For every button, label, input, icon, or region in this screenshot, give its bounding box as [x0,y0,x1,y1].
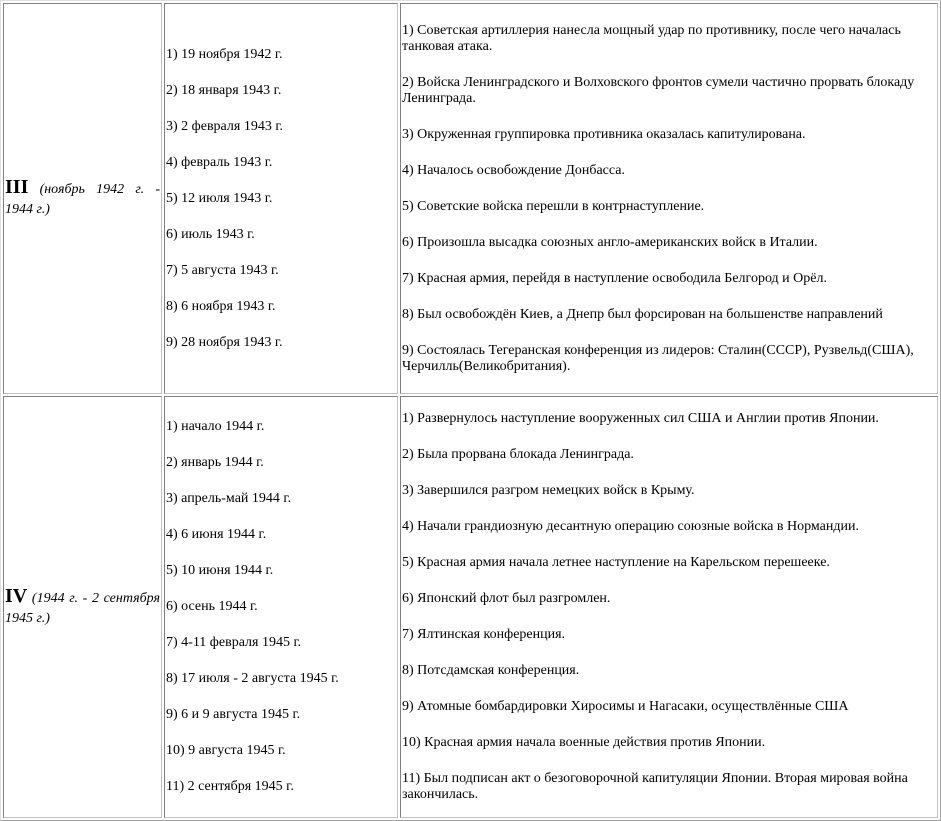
dates-cell [164,396,398,818]
event-item: 8) Потсдамская конференция. [402,663,580,678]
date-item: 5) 10 июня 1944 г. [166,563,274,578]
event-item: 6) Произошла высадка союзных англо-американских войск в Италии. [402,234,818,250]
date-item: 3) апрель-май 1944 г. [166,491,292,506]
date-item: 8) 17 июля - 2 августа 1945 г. [166,671,339,686]
date-item: 10) 9 августа 1945 г. [166,743,286,758]
date-item: 1) 19 ноября 1942 г. [166,46,283,62]
date-item: 3) 2 февраля 1943 г. [166,118,283,134]
event-item: 9) Атомные бомбардировки Хиросимы и Нагасаки, осуществлённые США [402,699,849,714]
date-item: 2) 18 января 1943 г. [166,82,282,98]
date-item: 8) 6 ноября 1943 г. [166,298,276,314]
period-roman: III [5,176,29,198]
event-item: 10) Красная армия начала военные действия против Японии. [402,735,766,750]
period-cell [3,3,162,394]
dates-cell [164,3,398,394]
date-item: 7) 5 августа 1943 г. [166,262,279,278]
event-item: 1) Советская артиллерия нанесла мощный удар по противнику, после чего началась танковая атака. [402,22,901,54]
date-item: 4) февраль 1943 г. [166,154,273,170]
date-item: 6) июль 1943 г. [166,226,255,242]
period-cell [3,396,162,818]
date-item: 4) 6 июня 1944 г. [166,527,267,542]
date-item: 7) 4-11 февраля 1945 г. [166,635,302,650]
date-item: 2) январь 1944 г. [166,455,264,470]
event-item: 7) Красная армия, перейдя в наступление освободила Белгород и Орёл. [402,270,827,286]
period-roman: IV [5,584,28,607]
event-item: 1) Развернулось наступление вооруженных сил США и Англии против Японии. [402,411,879,426]
events-cell [400,3,938,394]
event-item: 2) Войска Ленинградского и Волховского фронтов сумели частично прорвать блокаду Ленинграда. [402,74,915,106]
period-range: (1944 г. - 2 сентября 1945 г.) [5,590,160,626]
table-row [3,3,938,394]
period-range: (ноябрь 1942 г. - 1944 г.) [5,182,160,217]
date-item: 6) осень 1944 г. [166,599,258,614]
dates-list [166,45,396,353]
event-item: 7) Ялтинская конференция. [402,627,566,642]
events-list [402,411,936,803]
event-item: 11) Был подписан акт о безоговорочной капитуляции Японии. Вторая мировая война закончилась. [402,771,908,802]
date-item: 9) 6 и 9 августа 1945 г. [166,707,301,722]
date-item: 5) 12 июля 1943 г. [166,190,273,206]
event-item: 6) Японский флот был разгромлен. [402,591,611,606]
event-item: 2) Была прорвана блокада Ленинграда. [402,447,634,462]
table-row [3,396,938,818]
events-list [402,23,936,375]
date-item: 1) начало 1944 г. [166,419,265,434]
events-cell [400,396,938,818]
event-item: 5) Советские войска перешли в контрнаступление. [402,198,705,214]
dates-list [166,417,396,797]
date-item: 9) 28 ноября 1943 г. [166,334,283,350]
event-item: 3) Завершился разгром немецких войск в Крыму. [402,483,695,498]
date-item: 11) 2 сентября 1945 г. [166,779,294,794]
event-item: 9) Состоялась Тегеранская конференция из лидеров: Сталин(СССР), Рузвельд(США), Черчилль(Великобритания). [402,342,914,374]
event-item: 4) Начали грандиозную десантную операцию союзные войска в Нормандии. [402,519,859,534]
event-item: 4) Началось освобождение Донбасса. [402,162,625,178]
event-item: 3) Окруженная группировка противника оказалась капитулирована. [402,126,806,142]
event-item: 8) Был освобождён Киев, а Днепр был форсирован на большенстве направлений [402,306,883,322]
event-item: 5) Красная армия начала летнее наступление на Карельском перешееке. [402,555,830,570]
